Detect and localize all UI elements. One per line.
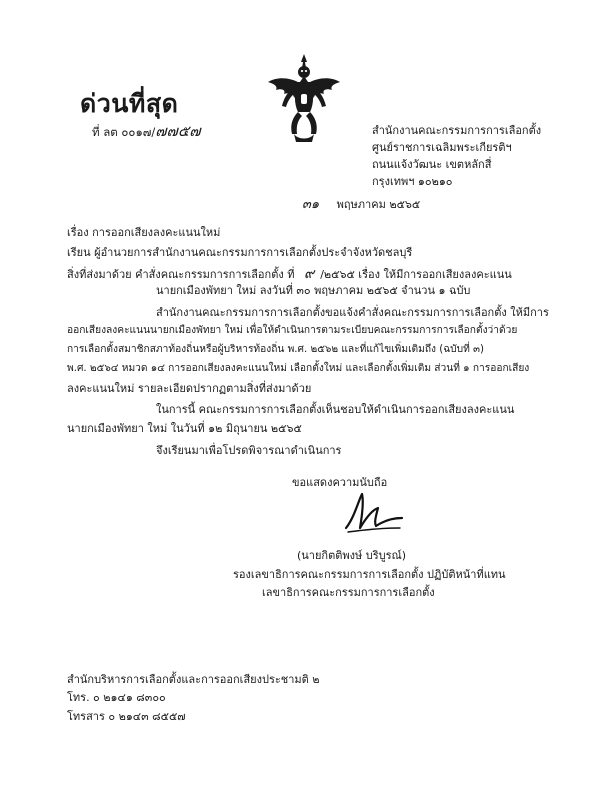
attachment-number-handwritten: ๙ (303, 266, 315, 282)
paragraph-1-line-3: การเลือกตั้งสมาชิกสภาท้องถิ่นหรือผู้บริหารท้องถิ่น พ.ศ. ๒๕๖๒ และที่แก้ไขเพิ่มเติมถึง (ฉบับที่ ๓) (67, 344, 485, 355)
document-number (92, 119, 200, 143)
garuda-emblem (264, 52, 344, 144)
paragraph-1-line-1: สำนักงานคณะกรรมการการเลือกตั้งขอแจ้งคำสั่งคณะกรรมการการเลือกตั้ง ให้มีการ (156, 306, 549, 319)
signatory-title-1: รองเลขาธิการคณะกรรมการการเลือกตั้ง ปฏิบัติหน้าที่แทน (233, 568, 506, 581)
urgency-heading: ด่วนที่สุด (80, 89, 179, 118)
document-number-prefix: ที่ ลต ๐๐๑๗/ (92, 125, 156, 139)
sender-line-2: ศูนย์ราชการเฉลิมพระเกียรติฯ (372, 141, 512, 154)
footer-telephone: โทร. ๐ ๒๑๔๑ ๘๓๐๐ (67, 691, 166, 704)
signatory-name: (นายกิตติพงษ์ บริบูรณ์) (297, 549, 407, 562)
paragraph-1-line-2: ออกเสียงลงคะแนนนายกเมืองพัทยา ใหม่ เพื่อให้ดำเนินการตามระเบียบคณะกรรมการการเลือกตั้งว่าด้วย (67, 325, 518, 336)
attachment-line-2: นายกเมืองพัทยา ใหม่ ลงวันที่ ๓๐ พฤษภาคม ๒๕๖๕ จำนวน ๑ ฉบับ (156, 284, 471, 297)
paragraph-1-line-5: ลงคะแนนใหม่ รายละเอียดปรากฏตามสิ่งที่ส่งมาด้วย (67, 382, 312, 395)
paragraph-1-line-4: พ.ศ. ๒๕๖๔ หมวด ๑๔ การออกเสียงลงคะแนนใหม่ เลือกตั้งใหม่ และเลือกตั้งเพิ่มเติม ส่วนที่ ๑ การออกเสียง (67, 363, 530, 374)
attachment-prefix: สิ่งที่ส่งมาด้วย คำสั่งคณะกรรมการการเลือกตั้ง ที่ (67, 268, 295, 281)
footer-fax: โทรสาร ๐ ๒๑๔๓ ๘๕๕๗ (67, 710, 186, 723)
sender-line-1: สำนักงานคณะกรรมการการเลือกตั้ง (372, 124, 542, 137)
paragraph-2-line-1: ในการนี้ คณะกรรมการการเลือกตั้งเห็นชอบให้ดำเนินการออกเสียงลงคะแนน (156, 403, 515, 416)
handwritten-signature (340, 488, 410, 536)
subject-line: เรื่อง การออกเสียงลงคะแนนใหม่ (67, 226, 221, 239)
date-day-handwritten: ๓๑ (302, 197, 320, 212)
paragraph-2-line-2: นายกเมืองพัทยา ใหม่ ในวันที่ ๑๒ มิถุนายน ๒๕๖๕ (67, 422, 302, 435)
closing-salutation: ขอแสดงความนับถือ (292, 476, 388, 489)
document-date (302, 193, 420, 214)
closing-request: จึงเรียนมาเพื่อโปรดพิจารณาดำเนินการ (156, 444, 342, 457)
signatory-title-2: เลขาธิการคณะกรรมการการเลือกตั้ง (262, 586, 435, 599)
sender-line-4: กรุงเทพฯ ๑๐๒๑๐ (372, 175, 453, 188)
footer-office: สำนักบริหารการเลือกตั้งและการออกเสียงประชามติ ๒ (67, 673, 320, 686)
sender-line-3: ถนนแจ้งวัฒนะ เขตหลักสี่ (372, 158, 492, 171)
document-number-handwritten: ๗๗๕๗ (155, 122, 201, 140)
attachment-suffix: /๒๕๖๕ เรื่อง ให้มีการออกเสียงลงคะแนน (320, 268, 512, 281)
recipient-line: เรียน ผู้อำนวยการสำนักงานคณะกรรมการการเลือกตั้งประจำจังหวัดชลบุรี (67, 246, 413, 259)
date-month-year: พฤษภาคม ๒๕๖๕ (336, 198, 421, 211)
